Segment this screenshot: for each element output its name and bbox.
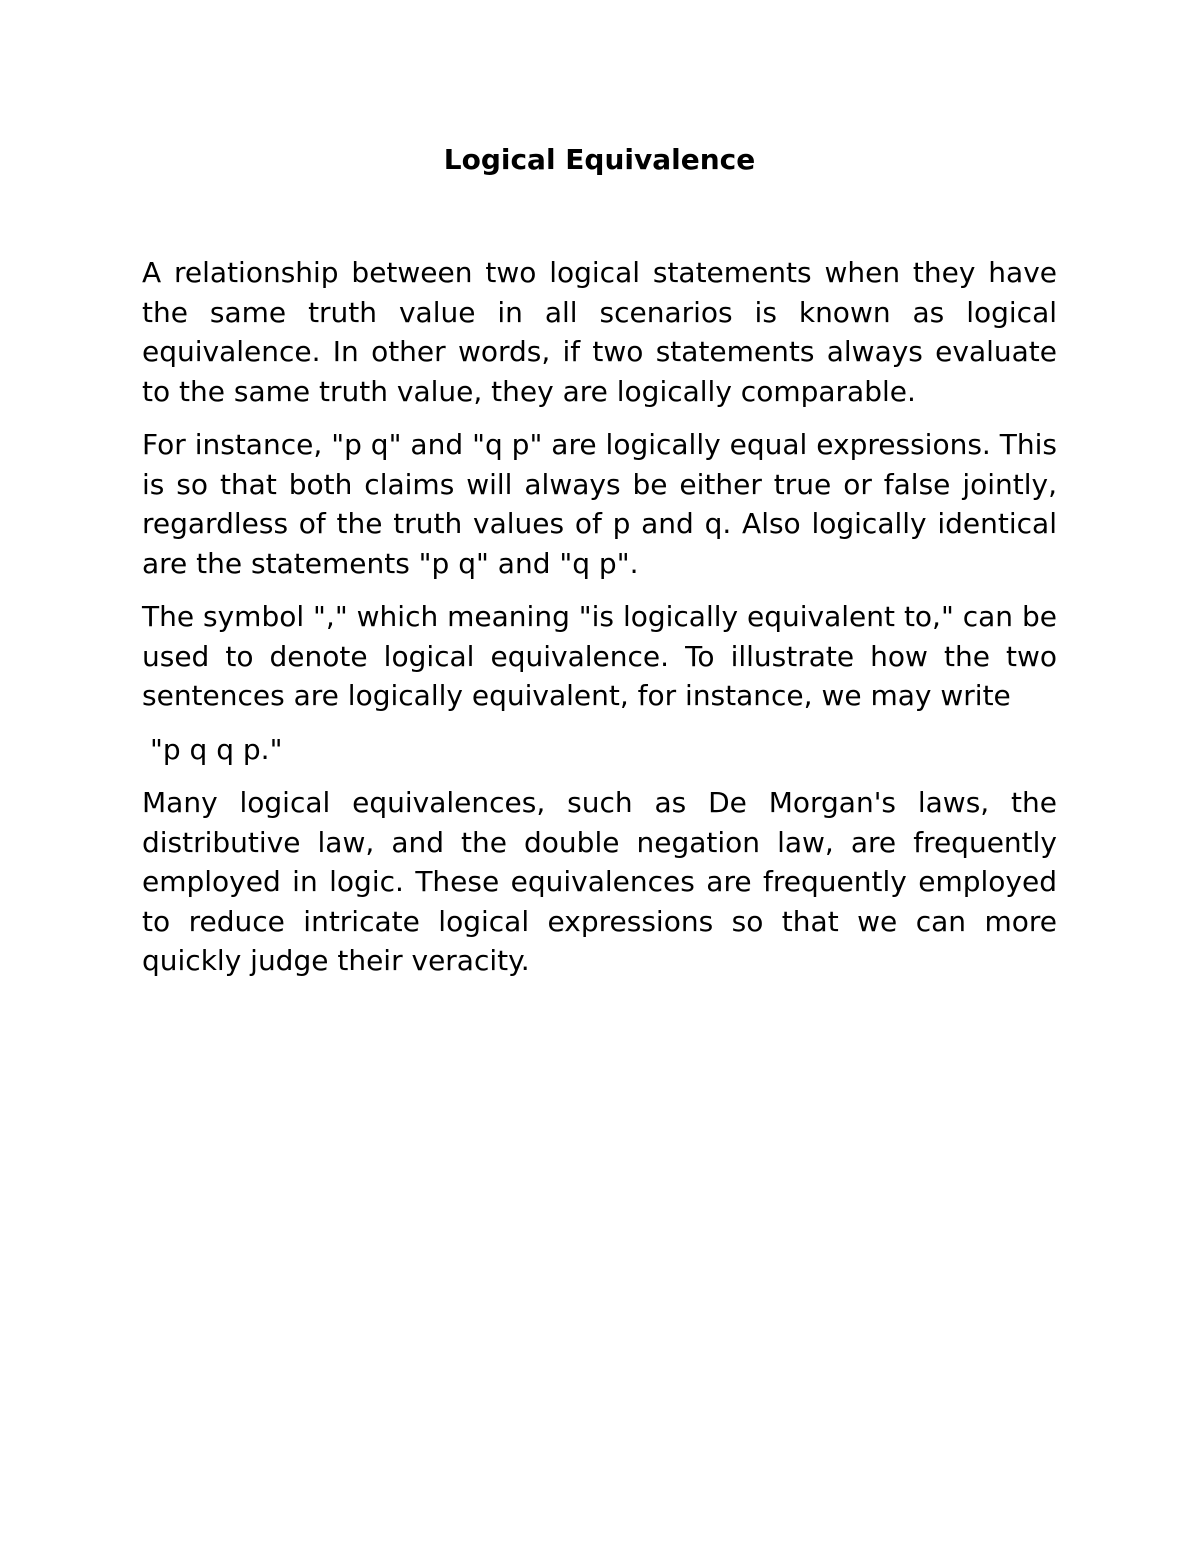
paragraph-common-equivalences: Many logical equivalences, such as De Morgan's laws, the distributive law, and the double negation law, are frequently employed in logic. These equivalences are frequently employed to reduce intricate logical expressions so that we can more quickly judge their veracity. <box>142 786 1057 977</box>
document-body <box>142 140 1057 995</box>
document-title: Logical Equivalence <box>443 143 756 176</box>
paragraph-definition: A relationship between two logical statements when they have the same truth value in all scenarios is known as logical equivalence. In other words, if two statements always evaluate to the same truth value, they are logically comparable. <box>142 256 1057 408</box>
formula-line: "p q q p." <box>150 732 283 766</box>
paragraph-example: For instance, "p q" and "q p" are logically equal expressions. This is so that both claims will always be either true or false jointly, regardless of the truth values of p and q. Also logically identical are the statements "p q" and "q p". <box>142 428 1057 580</box>
paragraph-symbol: The symbol "," which meaning "is logically equivalent to," can be used to denote logical equivalence. To illustrate how the two sentences are logically equivalent, for instance, we may write <box>142 600 1057 712</box>
